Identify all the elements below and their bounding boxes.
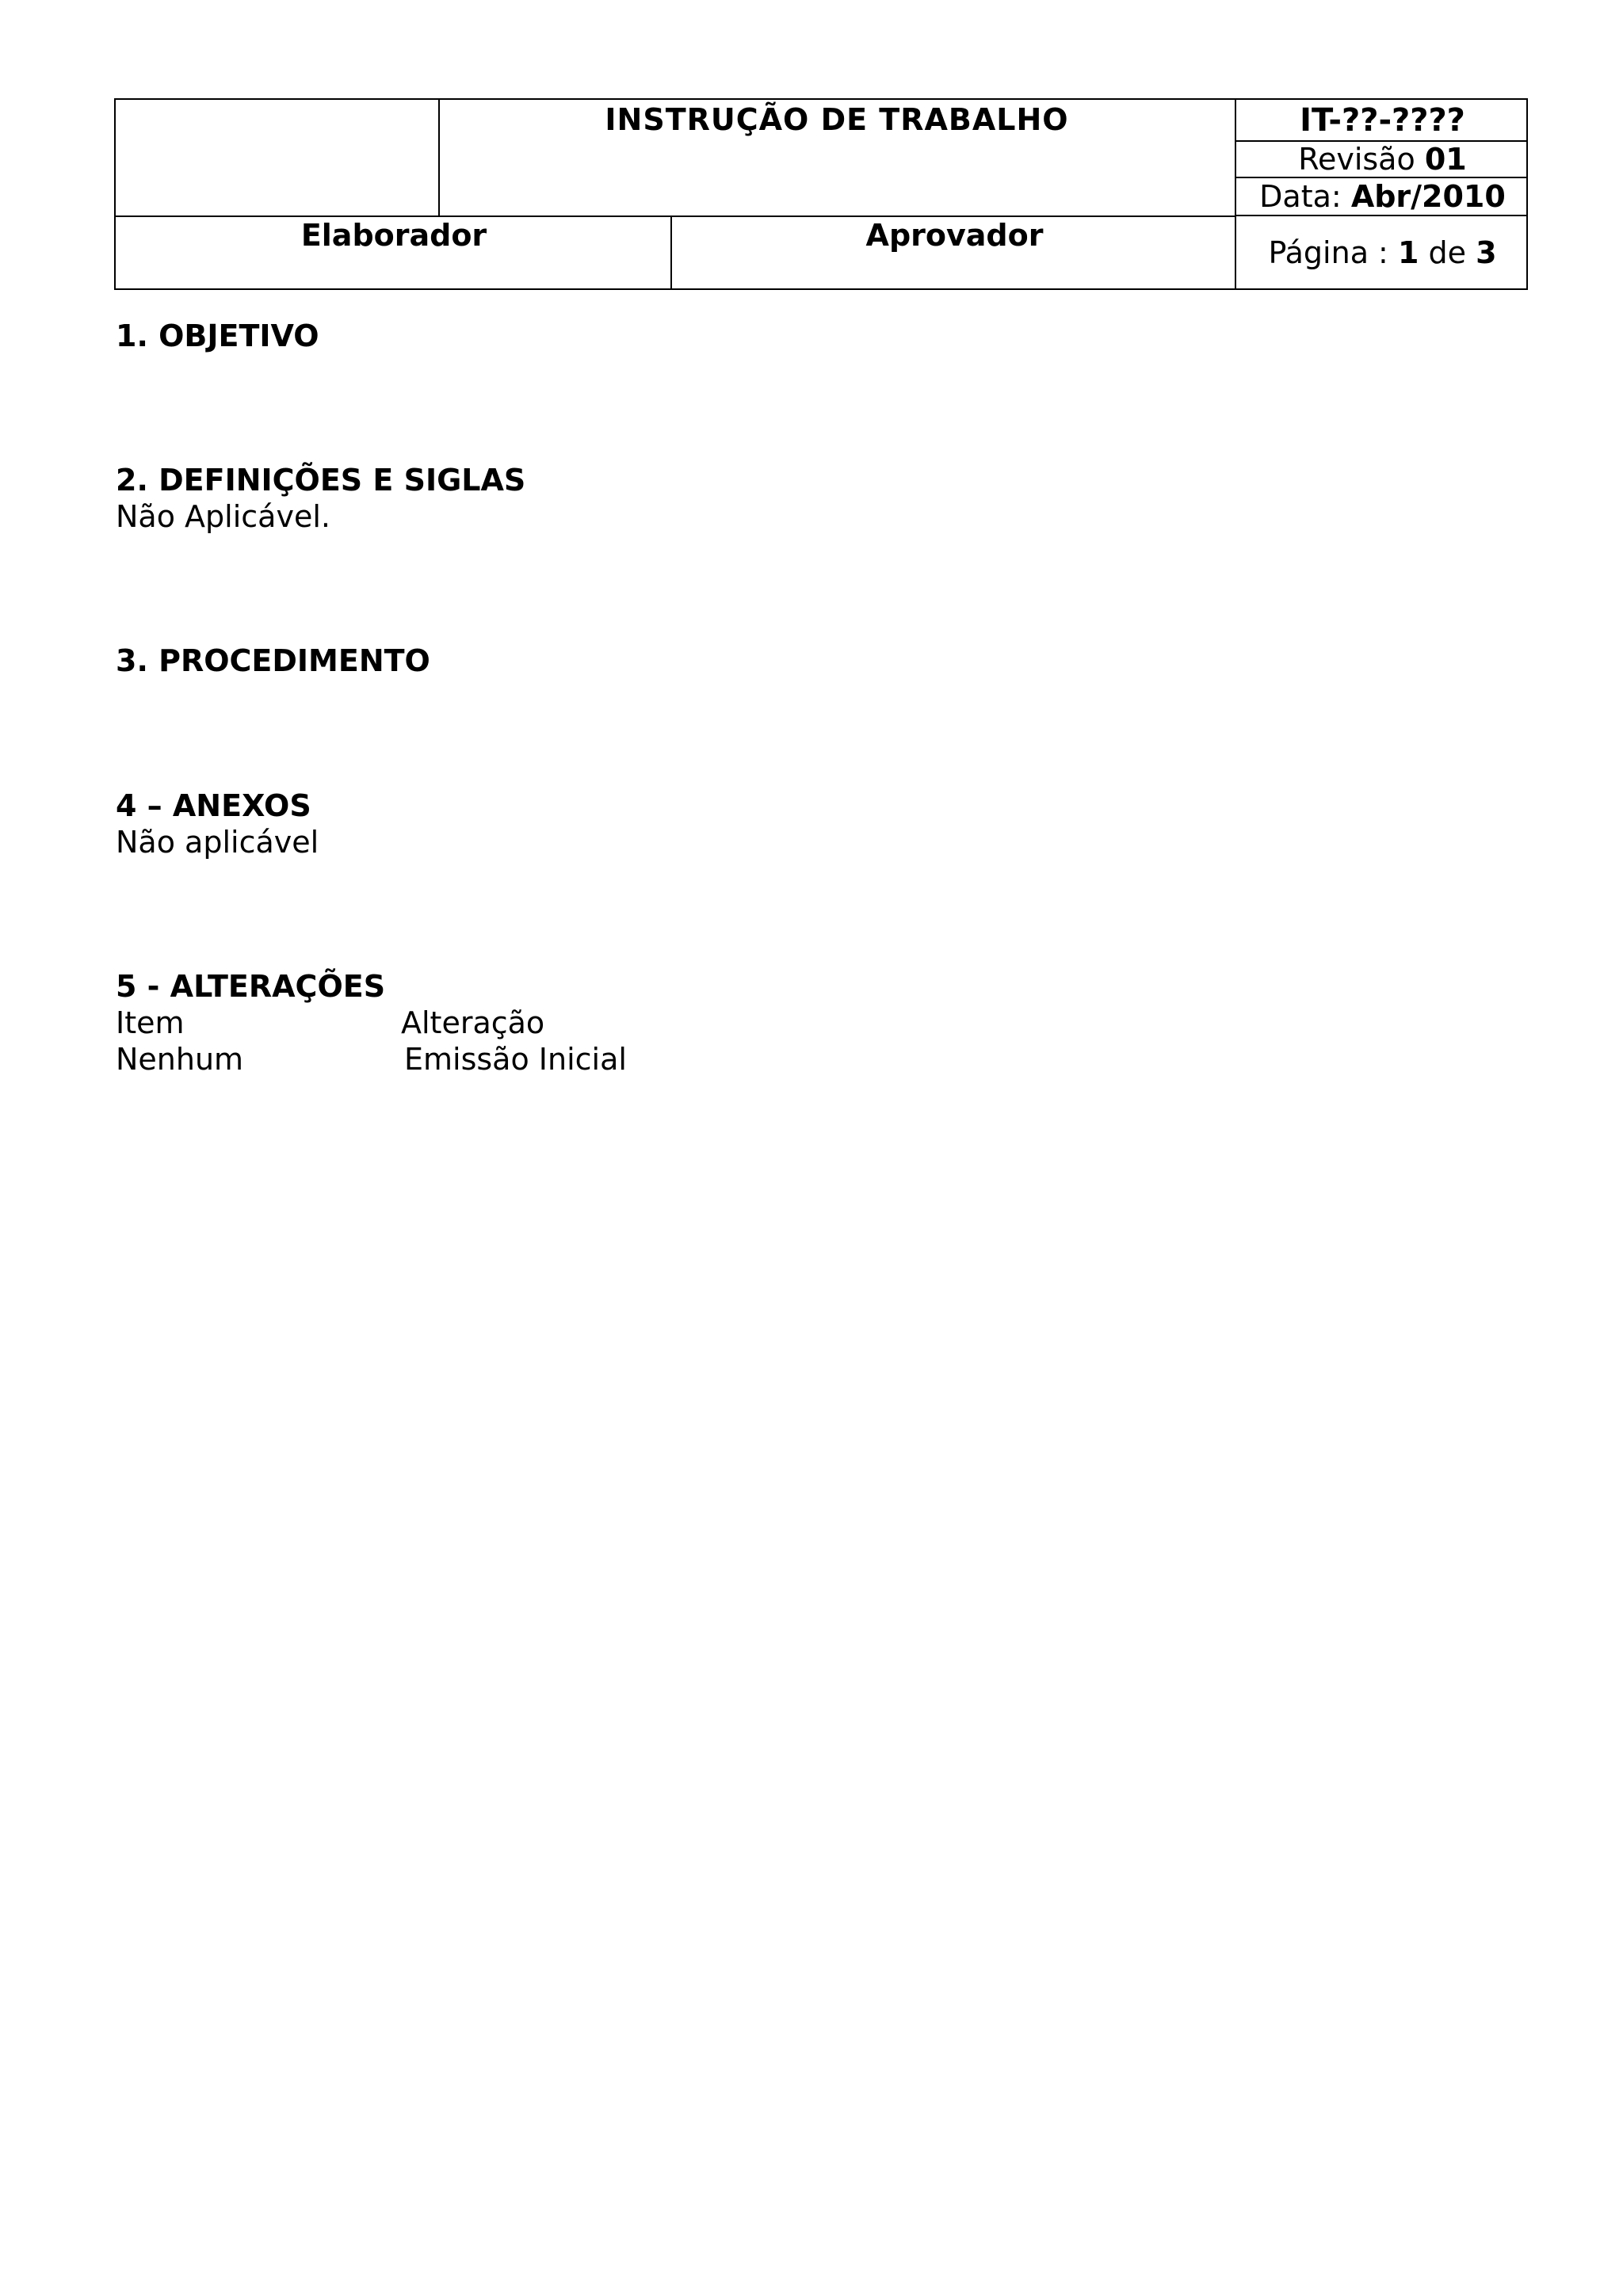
date-value: Abr/2010 — [1350, 179, 1506, 214]
changes-header-alteracao: Alteração — [401, 1005, 545, 1040]
section-definicoes-text: Não Aplicável. — [116, 499, 330, 534]
section-objetivo-heading: 1. OBJETIVO — [116, 318, 319, 353]
section-definicoes-heading: 2. DEFINIÇÕES E SIGLAS — [116, 463, 526, 498]
approver-label: Aprovador — [865, 218, 1044, 253]
changes-row-item: Nenhum — [116, 1042, 244, 1077]
changes-header-item: Item — [116, 1005, 185, 1040]
author-label: Elaborador — [300, 218, 487, 253]
logo-cell — [116, 100, 437, 215]
page-indicator — [1237, 217, 1528, 288]
document-code: IT-??-???? — [1300, 102, 1465, 139]
changes-row-alteracao: Emissão Inicial — [404, 1042, 627, 1077]
revision-value: 01 — [1424, 142, 1467, 177]
divider-logo — [438, 100, 440, 215]
divider-right — [1235, 100, 1236, 288]
page-of: de — [1428, 235, 1467, 270]
revision-label: Revisão — [1298, 142, 1415, 177]
page-total: 3 — [1476, 235, 1497, 270]
section-anexos-text: Não aplicável — [116, 825, 319, 860]
document-title: INSTRUÇÃO DE TRABALHO — [605, 102, 1069, 137]
page-label: Página : — [1268, 235, 1388, 270]
date-label: Data: — [1259, 179, 1342, 214]
section-procedimento-heading: 3. PROCEDIMENTO — [116, 643, 430, 678]
date-field — [1237, 177, 1528, 215]
section-anexos-heading: 4 – ANEXOS — [116, 788, 311, 823]
revision-field — [1237, 141, 1528, 177]
page-number: 1 — [1397, 235, 1419, 270]
section-alteracoes-heading: 5 - ALTERAÇÕES — [116, 969, 386, 1004]
header-table — [114, 98, 1528, 290]
